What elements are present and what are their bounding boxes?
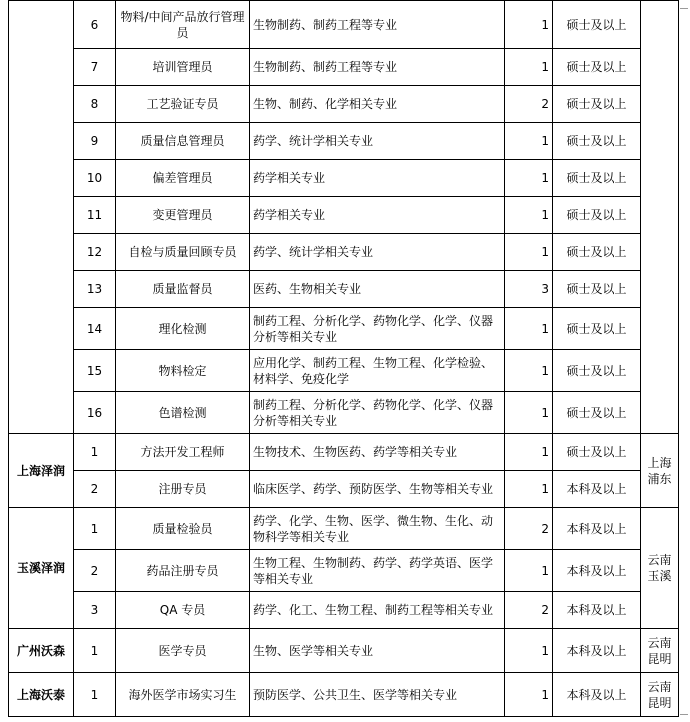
- count-cell: 2: [505, 592, 553, 629]
- education-cell: 硕士及以上: [553, 434, 641, 471]
- count-cell: 2: [505, 86, 553, 123]
- count-cell: 1: [505, 629, 553, 673]
- location-cell: 云南玉溪: [641, 508, 679, 629]
- education-cell: 本科及以上: [553, 592, 641, 629]
- row-number: 2: [74, 471, 116, 508]
- count-cell: 1: [505, 197, 553, 234]
- major-cell: 药学、化学、生物、医学、微生物、生化、动物科学等相关专业: [250, 508, 505, 550]
- major-cell: 生物技术、生物医药、药学等相关专业: [250, 434, 505, 471]
- major-cell: 应用化学、制药工程、生物工程、化学检验、材料学、免疫化学: [250, 350, 505, 392]
- count-cell: 1: [505, 550, 553, 592]
- row-number: 2: [74, 550, 116, 592]
- company-cell: 玉溪泽润: [9, 508, 74, 629]
- row-number: 1: [74, 673, 116, 717]
- education-cell: 硕士及以上: [553, 308, 641, 350]
- major-cell: 制药工程、分析化学、药物化学、化学、仪器分析等相关专业: [250, 308, 505, 350]
- major-cell: 医药、生物相关专业: [250, 271, 505, 308]
- major-cell: 药学、统计学相关专业: [250, 234, 505, 271]
- major-cell: 生物、医学等相关专业: [250, 629, 505, 673]
- count-cell: 1: [505, 434, 553, 471]
- table-row: [9, 434, 679, 471]
- education-cell: 硕士及以上: [553, 392, 641, 434]
- education-cell: 硕士及以上: [553, 49, 641, 86]
- table-row: [9, 392, 679, 434]
- major-cell: 预防医学、公共卫生、医学等相关专业: [250, 673, 505, 717]
- position-cell: 工艺验证专员: [116, 86, 250, 123]
- major-cell: 药学、统计学相关专业: [250, 123, 505, 160]
- table-row: [9, 86, 679, 123]
- company-cell: 上海泽润: [9, 434, 74, 508]
- position-cell: 注册专员: [116, 471, 250, 508]
- company-cell: 上海沃泰: [9, 673, 74, 717]
- table-row: [9, 160, 679, 197]
- position-cell: 变更管理员: [116, 197, 250, 234]
- company-cell: 广州沃森: [9, 629, 74, 673]
- position-cell: 质量监督员: [116, 271, 250, 308]
- position-cell: 物料检定: [116, 350, 250, 392]
- count-cell: 1: [505, 471, 553, 508]
- table-row: [9, 550, 679, 592]
- count-cell: 1: [505, 160, 553, 197]
- table-row: [9, 123, 679, 160]
- position-cell: 色谱检测: [116, 392, 250, 434]
- row-number: 1: [74, 508, 116, 550]
- row-number: 10: [74, 160, 116, 197]
- row-number: 3: [74, 592, 116, 629]
- location-cell: 云南昆明: [641, 673, 679, 717]
- count-cell: 1: [505, 308, 553, 350]
- count-cell: 1: [505, 234, 553, 271]
- count-cell: 3: [505, 271, 553, 308]
- count-cell: 1: [505, 673, 553, 717]
- row-number: 9: [74, 123, 116, 160]
- major-cell: 生物、制药、化学相关专业: [250, 86, 505, 123]
- row-number: 11: [74, 197, 116, 234]
- count-cell: 1: [505, 1, 553, 49]
- major-cell: 药学、化工、生物工程、制药工程等相关专业: [250, 592, 505, 629]
- table-row: [9, 673, 679, 717]
- major-cell: 生物工程、生物制药、药学、药学英语、医学等相关专业: [250, 550, 505, 592]
- count-cell: 1: [505, 123, 553, 160]
- table-row: [9, 49, 679, 86]
- education-cell: 硕士及以上: [553, 234, 641, 271]
- education-cell: 本科及以上: [553, 629, 641, 673]
- table-row: [9, 1, 679, 49]
- education-cell: 硕士及以上: [553, 160, 641, 197]
- margin-mark: [680, 714, 688, 715]
- row-number: 6: [74, 1, 116, 49]
- position-cell: 理化检测: [116, 308, 250, 350]
- position-cell: 培训管理员: [116, 49, 250, 86]
- count-cell: 1: [505, 350, 553, 392]
- row-number: 12: [74, 234, 116, 271]
- position-cell: QA 专员: [116, 592, 250, 629]
- position-cell: 药品注册专员: [116, 550, 250, 592]
- education-cell: 硕士及以上: [553, 1, 641, 49]
- education-cell: 本科及以上: [553, 471, 641, 508]
- table-row: [9, 197, 679, 234]
- position-cell: 质量检验员: [116, 508, 250, 550]
- position-cell: 医学专员: [116, 629, 250, 673]
- education-cell: 硕士及以上: [553, 86, 641, 123]
- table-row: [9, 350, 679, 392]
- major-cell: 药学相关专业: [250, 197, 505, 234]
- position-cell: 质量信息管理员: [116, 123, 250, 160]
- count-cell: 1: [505, 392, 553, 434]
- education-cell: 硕士及以上: [553, 123, 641, 160]
- position-cell: 物料/中间产品放行管理员: [116, 1, 250, 49]
- row-number: 7: [74, 49, 116, 86]
- education-cell: 本科及以上: [553, 508, 641, 550]
- major-cell: 临床医学、药学、预防医学、生物等相关专业: [250, 471, 505, 508]
- education-cell: 硕士及以上: [553, 197, 641, 234]
- position-cell: 方法开发工程师: [116, 434, 250, 471]
- major-cell: 生物制药、制药工程等专业: [250, 1, 505, 49]
- row-number: 1: [74, 434, 116, 471]
- table-row: [9, 234, 679, 271]
- education-cell: 硕士及以上: [553, 350, 641, 392]
- education-cell: 本科及以上: [553, 673, 641, 717]
- position-cell: 海外医学市场实习生: [116, 673, 250, 717]
- table-row: [9, 629, 679, 673]
- row-number: 8: [74, 86, 116, 123]
- position-cell: 偏差管理员: [116, 160, 250, 197]
- recruitment-table: [8, 0, 679, 717]
- education-cell: 硕士及以上: [553, 271, 641, 308]
- row-number: 16: [74, 392, 116, 434]
- row-number: 1: [74, 629, 116, 673]
- table-row: [9, 508, 679, 550]
- major-cell: 药学相关专业: [250, 160, 505, 197]
- location-cell: 上海浦东: [641, 434, 679, 508]
- table-row: [9, 271, 679, 308]
- row-number: 13: [74, 271, 116, 308]
- major-cell: 生物制药、制药工程等专业: [250, 49, 505, 86]
- table-row: [9, 592, 679, 629]
- count-cell: 1: [505, 49, 553, 86]
- major-cell: 制药工程、分析化学、药物化学、化学、仪器分析等相关专业: [250, 392, 505, 434]
- education-cell: 本科及以上: [553, 550, 641, 592]
- row-number: 15: [74, 350, 116, 392]
- row-number: 14: [74, 308, 116, 350]
- location-cell: 云南昆明: [641, 629, 679, 673]
- count-cell: 2: [505, 508, 553, 550]
- margin-mark: [680, 8, 688, 9]
- location-cell: [641, 1, 679, 434]
- table-row: [9, 471, 679, 508]
- table-row: [9, 308, 679, 350]
- company-cell: [9, 1, 74, 434]
- position-cell: 自检与质量回顾专员: [116, 234, 250, 271]
